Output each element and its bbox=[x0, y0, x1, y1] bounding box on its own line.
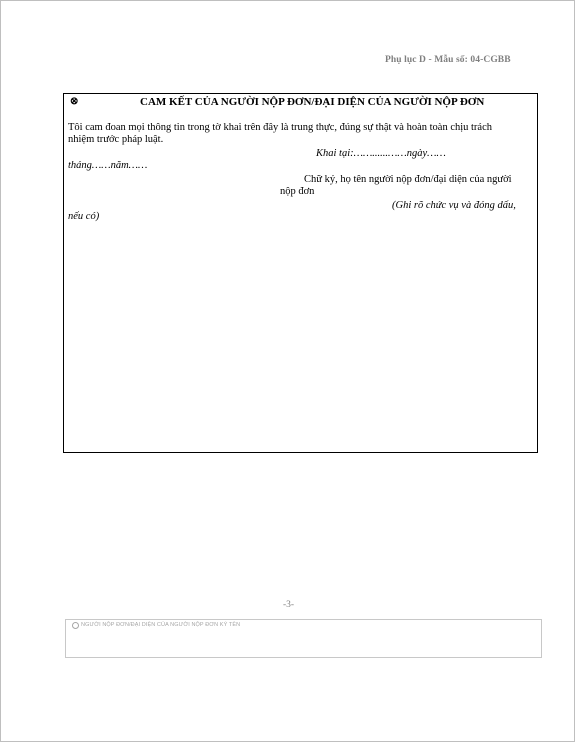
place-date-line-1: Khai tại:……......……ngày…… bbox=[316, 148, 446, 159]
signature-field[interactable] bbox=[65, 619, 542, 658]
commitment-box bbox=[63, 93, 538, 453]
section-marker-icon: ⊗ bbox=[70, 96, 79, 107]
signature-note-line-2: nếu có) bbox=[68, 211, 100, 222]
place-date-line-2: tháng……năm…… bbox=[68, 160, 148, 171]
signature-note-line-1: (Ghi rõ chức vụ và đóng dấu, bbox=[392, 200, 516, 211]
page-number: -3- bbox=[283, 600, 295, 610]
signature-caption-line-1: Chữ ký, họ tên người nộp đơn/đại diện của người bbox=[304, 174, 512, 185]
signature-field-label: NGƯỜI NỘP ĐƠN/ĐẠI DIỆN CỦA NGƯỜI NỘP ĐƠN KÝ TÊN bbox=[81, 622, 241, 628]
commitment-title: CAM KẾT CỦA NGƯỜI NỘP ĐƠN/ĐẠI DIỆN CỦA NGƯỜI NỘP ĐƠN bbox=[140, 96, 485, 108]
statement-line-1: Tôi cam đoan mọi thông tin trong tờ khai trên đây là trung thực, đúng sự thật và hoàn toàn chịu trách bbox=[68, 122, 493, 133]
signature-caption-line-2: nộp đơn bbox=[280, 186, 315, 197]
form-reference: Phụ lục D - Mẫu số: 04-CGBB bbox=[385, 55, 511, 65]
commitment-title-row bbox=[68, 96, 534, 110]
statement-line-2: nhiệm trước pháp luật. bbox=[68, 134, 164, 145]
signature-field-icon bbox=[72, 622, 79, 629]
